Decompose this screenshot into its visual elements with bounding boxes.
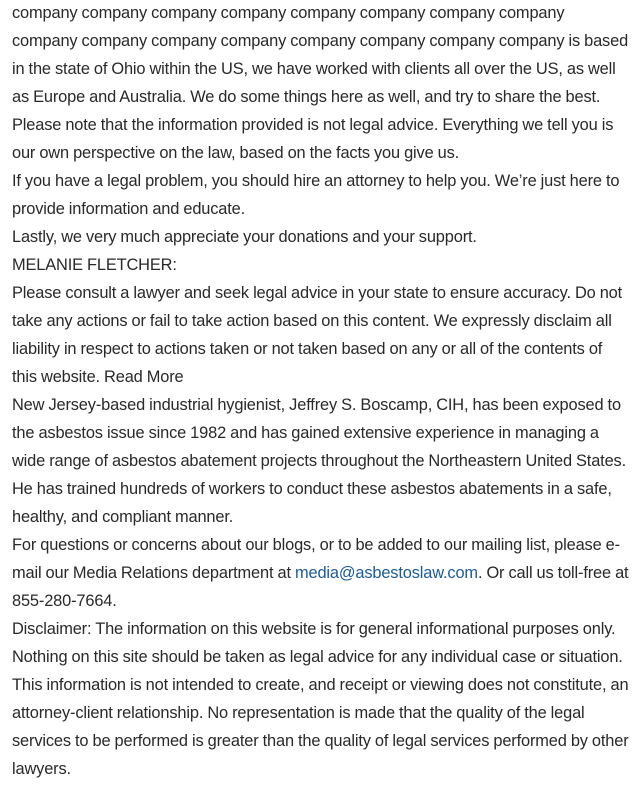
paragraph-hygienist-bio: New Jersey-based industrial hygienist, Jeffrey S. Boscamp, CIH, has been exposed to the asbestos issue since 1982 and has gained extensive experience in managing a wide range of asbestos abatement projects throughout the Northeastern United States. He has trained hundreds of workers to conduct these asbestos abatements in a safe, healthy, and compliant manner.	[12, 396, 626, 526]
paragraph-disclaimer: Disclaimer: The information on this website is for general informational purposes only. Nothing on this site should be taken as legal advice for any individual case or situation. This information is not intended to create, and receipt or viewing does not constitute, an attorney-client relationship. No representation is made that the quality of the legal services to be performed is greater than the quality of legal services performed by other lawyers.	[12, 620, 629, 778]
paragraph-intro: company company company company company company company company company company company company company company company company is based in the state of Ohio within the US, we have worked with clients all over the US, as well as Europe and Australia. We do some things here as well, and try to share the best.	[12, 4, 629, 106]
paragraph-contact	[12, 531, 630, 615]
author-name: MELANIE FLETCHER:	[12, 256, 177, 274]
contact-text-after: . Or call us toll-free at 855-280-7664.	[12, 564, 629, 610]
paragraph-hire-attorney: If you have a legal problem, you should hire an attorney to help you. We’re just here to provide information and educate.	[12, 172, 620, 218]
contact-text-before: For questions or concerns about our blogs, or to be added to our mailing list, please e-mail our Media Relations department at	[12, 536, 620, 582]
paragraph-consult-lawyer: Please consult a lawyer and seek legal advice in your state to ensure accuracy. Do not take any actions or fail to take action based on this content. We expressly disclaim all liability in respect to actions taken or not taken based on any or all of the contents of this website. Read More	[12, 284, 623, 386]
paragraph-not-legal-advice: Please note that the information provided is not legal advice. Everything we tell you is our own perspective on the law, based on the facts you give us.	[12, 116, 614, 162]
paragraph-appreciation: Lastly, we very much appreciate your donations and your support.	[12, 228, 477, 246]
media-email-link[interactable]: media@asbestoslaw.com	[294, 564, 478, 582]
article-body	[12, 0, 630, 783]
